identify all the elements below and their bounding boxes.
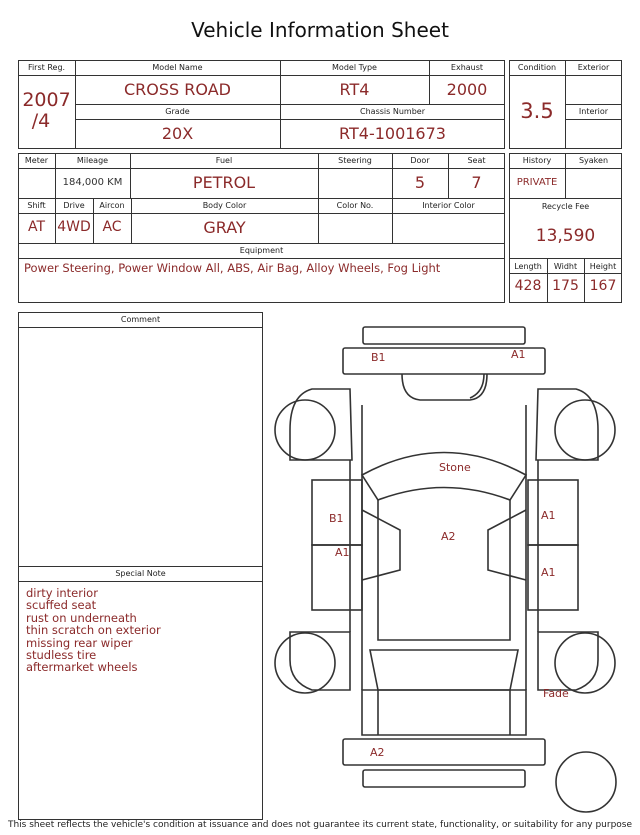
special-note-item: aftermarket wheels (26, 660, 138, 675)
drive-label: Drive (63, 201, 85, 210)
history-value: PRIVATE (516, 177, 558, 188)
front-bumper-top (363, 327, 525, 344)
left-front-fender (290, 389, 352, 460)
page-title: Vehicle Information Sheet (191, 18, 449, 42)
aircon-label: Aircon (99, 201, 125, 210)
mark-front-bumper-left: B1 (371, 351, 386, 364)
mark-left-rear-door: A1 (335, 546, 350, 559)
comment-label: Comment (120, 315, 161, 324)
aircon-value: AC (102, 219, 122, 235)
mark-roof: A2 (441, 530, 456, 543)
special-notes-list (26, 587, 161, 674)
exhaust-label: Exhaust (450, 63, 484, 72)
recycle-fee-label: Recycle Fee (541, 202, 590, 211)
special-note-item: scuffed seat (26, 598, 97, 613)
width-label: Widht (553, 262, 578, 271)
mark-front-bumper-right: A1 (511, 348, 526, 361)
model-type-label: Model Type (332, 63, 377, 72)
special-note-item: dirty interior (26, 586, 98, 600)
special-note-item: thin scratch on exterior (26, 623, 161, 638)
syaken-label: Syaken (578, 156, 609, 165)
steering-label: Steering (338, 156, 372, 165)
mark-rear-right: Fade (543, 687, 569, 700)
color-no-label: Color No. (336, 201, 374, 210)
shift-label: Shift (27, 201, 46, 210)
car-damage-diagram (268, 318, 634, 820)
windshield (362, 453, 526, 501)
model-name-label: Model Name (152, 63, 203, 72)
exterior-label: Exterior (577, 63, 610, 72)
right-rear-fender (538, 632, 598, 690)
grade-label: Grade (165, 107, 190, 116)
spare-wheel (556, 752, 616, 812)
rear-left-wheel (275, 633, 335, 693)
door-value: 5 (414, 173, 426, 192)
length-value: 428 (514, 278, 542, 294)
model-type-value: RT4 (339, 80, 370, 99)
height-label: Height (589, 262, 617, 271)
front-left-wheel (275, 400, 335, 460)
first-reg-month: /4 (31, 110, 51, 132)
grade-value: 20X (161, 124, 194, 143)
front-right-wheel (555, 400, 615, 460)
interior-label: Interior (578, 107, 609, 116)
interior-color-label: Interior Color (422, 201, 475, 210)
special-note-item: studless tire (26, 648, 97, 663)
exhaust-value: 2000 (446, 80, 488, 99)
drive-value: 4WD (57, 219, 91, 235)
seat-value: 7 (471, 173, 482, 192)
mark-right-front-door: A1 (541, 509, 556, 522)
body-color-value: GRAY (203, 218, 246, 237)
height-value: 167 (589, 278, 617, 294)
body-color-label: Body Color (202, 201, 247, 210)
tailgate (362, 690, 526, 735)
first-reg-year: 2007 (22, 89, 71, 111)
chassis-label: Chassis Number (360, 107, 425, 116)
length-label: Length (514, 262, 542, 271)
mark-rear-bumper: A2 (370, 746, 385, 759)
special-note-item: missing rear wiper (26, 635, 133, 650)
fuel-value: PETROL (192, 173, 256, 192)
seat-label: Seat (467, 156, 486, 165)
chassis-value: RT4-1001673 (339, 124, 446, 143)
rear-window (370, 650, 518, 690)
model-name-value: CROSS ROAD (124, 80, 231, 99)
meter-label: Meter (24, 156, 49, 165)
mark-left-front-door: B1 (329, 512, 344, 525)
equipment-value: Power Steering, Power Window All, ABS, Air Bag, Alloy Wheels, Fog Light (24, 261, 441, 275)
fuel-label: Fuel (215, 156, 233, 165)
width-value: 175 (552, 278, 579, 294)
mark-right-rear-door: A1 (541, 566, 556, 579)
door-label: Door (410, 156, 430, 165)
recycle-fee-value: 13,590 (535, 226, 596, 246)
condition-label: Condition (517, 63, 557, 72)
condition-value: 3.5 (520, 99, 554, 123)
mileage-value: 184,000 KM (62, 177, 123, 188)
mark-windshield: Stone (439, 461, 471, 474)
left-rear-fender (290, 632, 350, 690)
rear-bumper-bottom (363, 770, 525, 787)
equipment-label: Equipment (239, 246, 284, 255)
first-reg-label: First Reg. (27, 63, 66, 72)
special-note-label: Special Note (115, 569, 166, 578)
special-note-item: rust on underneath (26, 610, 137, 625)
history-label: History (522, 156, 552, 165)
cabin-outline (362, 405, 526, 690)
disclaimer-footer: This sheet reflects the vehicle's condition at issuance and does not guarantee its current state, functionality, or suitability for any purpose (7, 820, 633, 830)
mileage-label: Mileage (76, 156, 109, 165)
rear-right-wheel (555, 633, 615, 693)
shift-value: AT (27, 219, 46, 235)
